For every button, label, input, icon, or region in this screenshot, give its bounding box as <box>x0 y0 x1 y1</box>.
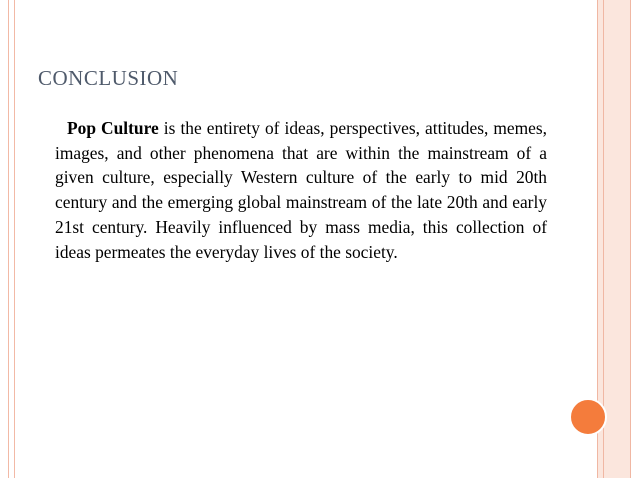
highlighted-term: Pop Culture <box>67 118 159 138</box>
right-border-line <box>630 0 631 478</box>
left-border-line <box>8 0 9 478</box>
left-border-line <box>14 0 15 478</box>
slide-title: CONCLUSION <box>38 66 179 90</box>
orange-circle-decoration <box>569 398 607 436</box>
body-paragraph: is the entirety of ideas, perspectives, attitudes, memes, images, and other phenomena that are within the mainstream of a given culture, especially Western culture of the early to mid 20th century and the emerging global mainstream of the late 20th and early 21st century. Heavily influenced by mass media, this collection of ideas permeates the everyday lives of the society. <box>55 118 547 262</box>
slide-body-text <box>55 116 547 264</box>
